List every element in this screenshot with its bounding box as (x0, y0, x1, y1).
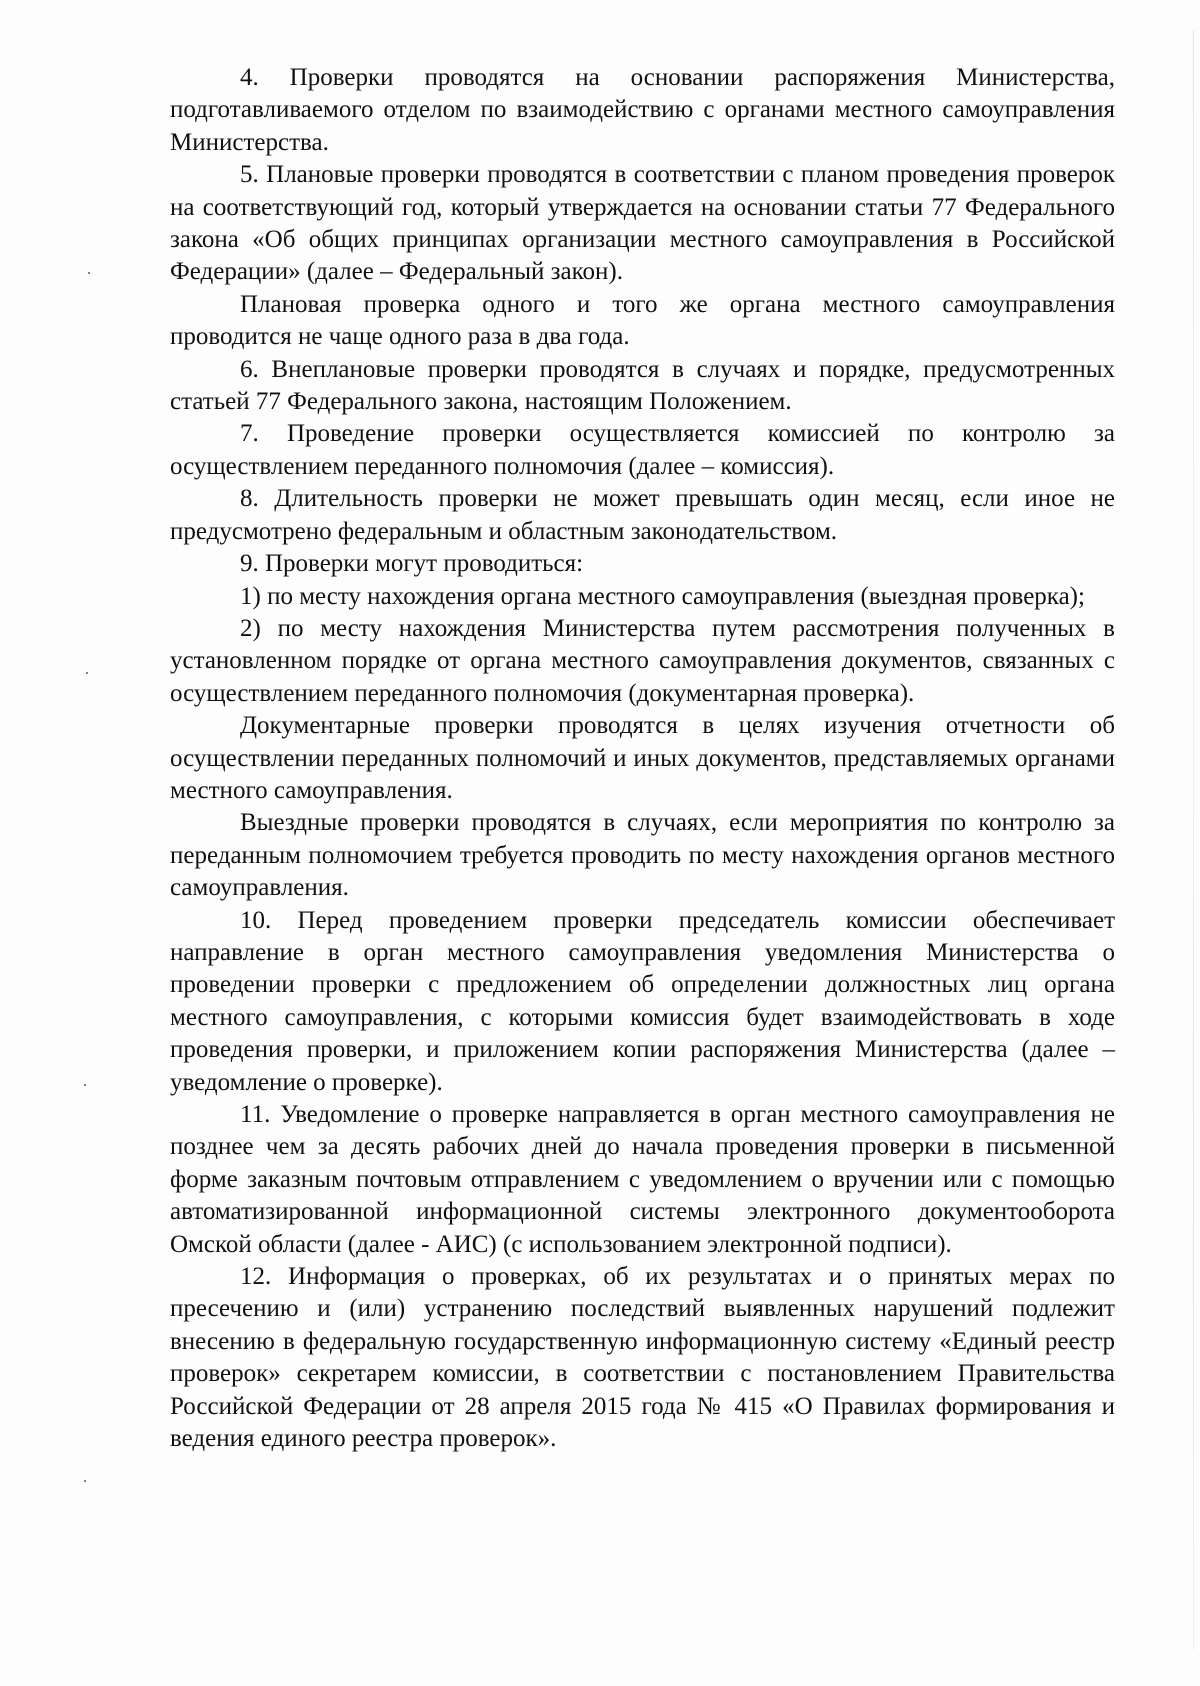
paragraph-8: 8. Длительность проверки не может превышать один месяц, если иное не предусмотрено федеральным и областным законодательством. (170, 485, 1115, 545)
paragraph-9-field: Выездные проверки проводятся в случаях, если мероприятия по контролю за переданным полномочием требуется проводить по месту нахождения органов местного самоуправления. (170, 809, 1115, 902)
scan-speck (84, 1480, 86, 1482)
document-body (170, 62, 1115, 1455)
paragraph-11: 11. Уведомление о проверке направляется в орган местного самоуправления не позднее чем за десять рабочих дней до начала проведения проверки в письменной форме заказным почтовым отправлением с уведомлением о вручении или с помощью автоматизированной информационной системы электронного документооборота Омской области (далее - АИС) (с использованием электронной подписи). (170, 1101, 1115, 1258)
paragraph-5-continuation: Плановая проверка одного и того же органа местного самоуправления проводится не чаще одного раза в два года. (170, 290, 1115, 351)
paragraph-9-documentary: Документарные проверки проводятся в целях изучения отчетности об осуществлении переданных полномочий и иных документов, представляемых органами местного самоуправления. (170, 712, 1115, 804)
paragraph-10: 10. Перед проведением проверки председатель комиссии обеспечивает направление в орган местного самоуправления уведомления Министерства о проведении проверки с предложением об определении должностных лиц органа местного самоуправления, с которыми комиссия будет взаимодействовать в ходе проведения проверки, и приложением копии распоряжения Министерства (далее – уведомление о проверке). (170, 906, 1115, 1096)
paragraph-9-item-1: 1) по месту нахождения органа местного самоуправления (выездная проверка); (240, 582, 1085, 610)
paragraph-7: 7. Проведение проверки осуществляется комиссией по контролю за осуществлением переданного полномочия (далее – комиссия). (170, 420, 1115, 480)
scan-edge-shadow (1193, 30, 1194, 1650)
scan-speck (86, 672, 88, 674)
paragraph-4: 4. Проверки проводятся на основании распоряжения Министерства, подготавливаемого отделом по взаимодействию с органами местного самоуправления Министерства. (170, 64, 1115, 156)
paragraph-9-item-2: 2) по месту нахождения Министерства путем рассмотрения полученных в установленном порядке от органа местного самоуправления документов, связанных с осуществлением переданного полномочия (документарная проверка). (170, 614, 1115, 707)
scan-speck (84, 1084, 86, 1086)
paragraph-6: 6. Внеплановые проверки проводятся в случаях и порядке, предусмотренных статьей 77 Федерального закона, настоящим Положением. (170, 355, 1115, 416)
paragraph-5: 5. Плановые проверки проводятся в соответствии с планом проведения проверок на соответствующий год, который утверждается на основании статьи 77 Федерального закона «Об общих принципах организации местного самоуправления в Российской Федерации» (далее – Федеральный закон). (170, 161, 1115, 286)
paragraph-12: 12. Информация о проверках, об их результатах и о принятых мерах по пресечению и (или) устранению последствий выявленных нарушений подлежит внесению в федеральную государственную информационную систему «Единый реестр проверок» секретарем комиссии, в соответствии с постановлением Правительства Российской Федерации от 28 апреля 2015 года № 415 «О Правилах формирования и ведения единого реестра проверок». (170, 1263, 1115, 1453)
scan-speck (88, 272, 90, 274)
paragraph-9: 9. Проверки могут проводиться: (240, 550, 584, 578)
